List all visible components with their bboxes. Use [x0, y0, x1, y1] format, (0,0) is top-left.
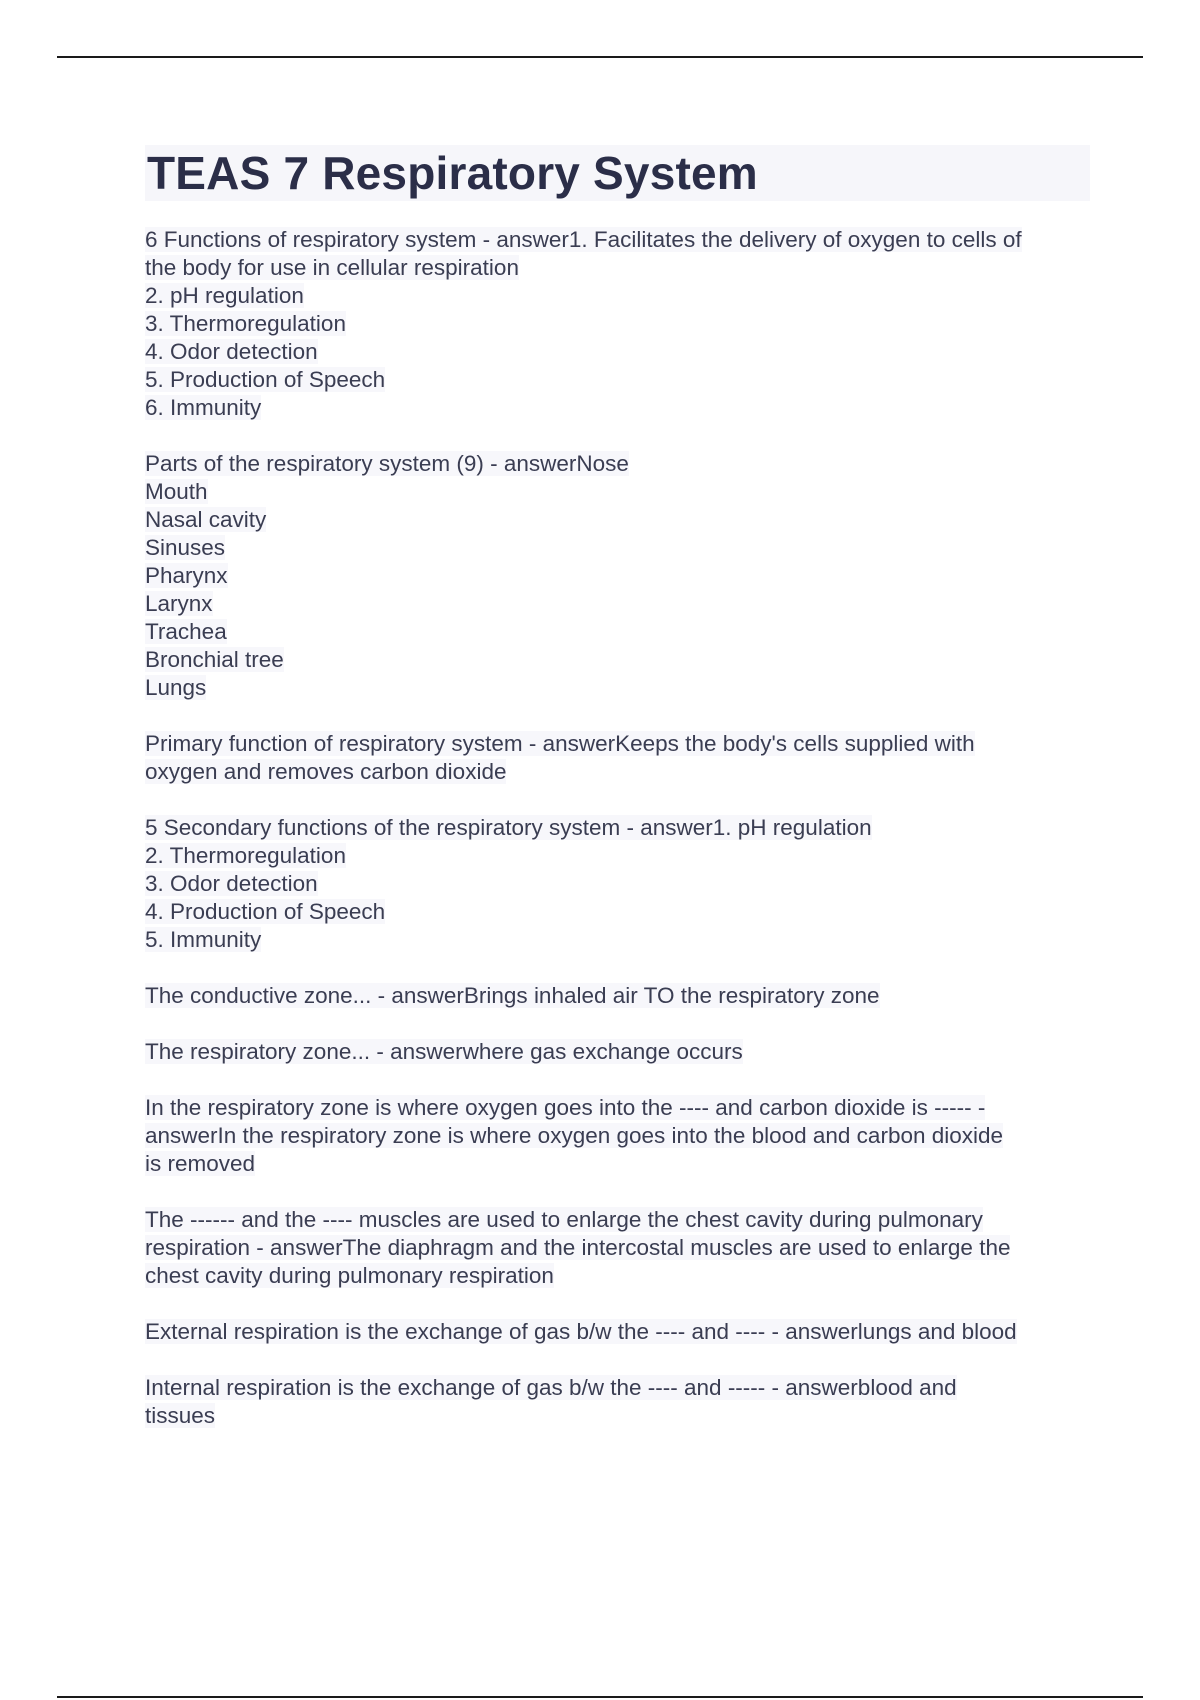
entry-line: [145, 1234, 1090, 1262]
entry-line: [145, 450, 1090, 478]
entry-line-text: In the respiratory zone is where oxygen goes into the ---- and carbon dioxide is ----- -: [145, 1095, 986, 1120]
entry-line-text: answerIn the respiratory zone is where oxygen goes into the blood and carbon dioxide: [145, 1123, 1004, 1148]
entry-line: [145, 1318, 1090, 1346]
entry-line-text: Mouth: [145, 479, 208, 504]
entry-line-text: 2. pH regulation: [145, 283, 304, 308]
entry-line: [145, 254, 1090, 282]
flashcard-entry: [145, 982, 1090, 1010]
entry-line: [145, 674, 1090, 702]
entry-line-text: The respiratory zone... - answerwhere gas exchange occurs: [145, 1039, 743, 1064]
entry-line-text: 2. Thermoregulation: [145, 843, 346, 868]
entry-line: [145, 1038, 1090, 1066]
entry-line-text: The conductive zone... - answerBrings inhaled air TO the respiratory zone: [145, 983, 880, 1008]
entry-line: [145, 898, 1090, 926]
entry-line-text: 6. Immunity: [145, 395, 262, 420]
entry-line: [145, 926, 1090, 954]
flashcard-entry: [145, 450, 1090, 702]
flashcard-entry: [145, 730, 1090, 786]
entry-line: [145, 870, 1090, 898]
entry-line: [145, 1262, 1090, 1290]
entry-line: [145, 590, 1090, 618]
entry-line: [145, 814, 1090, 842]
flashcard-entry: [145, 814, 1090, 954]
document-title: TEAS 7 Respiratory System: [145, 145, 1090, 201]
entry-line: [145, 646, 1090, 674]
entry-line-text: respiration - answerThe diaphragm and the intercostal muscles are used to enlarge the: [145, 1235, 1011, 1260]
flashcard-list: [145, 226, 1090, 1430]
entry-line: [145, 758, 1090, 786]
entry-line-text: 6 Functions of respiratory system - answer1. Facilitates the delivery of oxygen to cells of: [145, 227, 1022, 252]
entry-line: [145, 282, 1090, 310]
entry-line-text: The ------ and the ---- muscles are used to enlarge the chest cavity during pulmonary: [145, 1207, 983, 1232]
entry-line: [145, 842, 1090, 870]
bottom-rule: [57, 1696, 1143, 1698]
flashcard-entry: [145, 226, 1090, 422]
entry-line: [145, 1402, 1090, 1430]
flashcard-entry: [145, 1206, 1090, 1290]
entry-line-text: 3. Odor detection: [145, 871, 318, 896]
entry-line: [145, 1094, 1090, 1122]
entry-line-text: the body for use in cellular respiration: [145, 255, 519, 280]
entry-line: [145, 226, 1090, 254]
entry-line-text: chest cavity during pulmonary respiration: [145, 1263, 554, 1288]
entry-line-text: Nasal cavity: [145, 507, 267, 532]
document-body: [145, 145, 1090, 1458]
entry-line-text: 5. Production of Speech: [145, 367, 386, 392]
entry-line-text: tissues: [145, 1403, 216, 1428]
entry-line: [145, 338, 1090, 366]
flashcard-entry: [145, 1374, 1090, 1430]
entry-line-text: Bronchial tree: [145, 647, 284, 672]
entry-line-text: Lungs: [145, 675, 207, 700]
entry-line-text: oxygen and removes carbon dioxide: [145, 759, 507, 784]
entry-line-text: External respiration is the exchange of gas b/w the ---- and ---- - answerlungs and blood: [145, 1319, 1017, 1344]
entry-line-text: 3. Thermoregulation: [145, 311, 346, 336]
flashcard-entry: [145, 1094, 1090, 1178]
entry-line: [145, 562, 1090, 590]
flashcard-entry: [145, 1038, 1090, 1066]
entry-line-text: 4. Production of Speech: [145, 899, 386, 924]
entry-line-text: Primary function of respiratory system - answerKeeps the body's cells supplied with: [145, 731, 975, 756]
entry-line: [145, 618, 1090, 646]
entry-line: [145, 1122, 1090, 1150]
entry-line: [145, 1150, 1090, 1178]
entry-line: [145, 1374, 1090, 1402]
entry-line-text: Parts of the respiratory system (9) - answerNose: [145, 451, 629, 476]
entry-line: [145, 310, 1090, 338]
entry-line-text: Sinuses: [145, 535, 226, 560]
entry-line: [145, 534, 1090, 562]
entry-line-text: Pharynx: [145, 563, 228, 588]
entry-line-text: 4. Odor detection: [145, 339, 318, 364]
entry-line-text: is removed: [145, 1151, 256, 1176]
entry-line-text: 5. Immunity: [145, 927, 262, 952]
entry-line: [145, 1206, 1090, 1234]
entry-line: [145, 366, 1090, 394]
entry-line-text: 5 Secondary functions of the respiratory system - answer1. pH regulation: [145, 815, 872, 840]
entry-line: [145, 394, 1090, 422]
entry-line: [145, 506, 1090, 534]
entry-line-text: Internal respiration is the exchange of gas b/w the ---- and ----- - answerblood and: [145, 1375, 957, 1400]
top-rule: [57, 56, 1143, 58]
entry-line: [145, 730, 1090, 758]
entry-line-text: Trachea: [145, 619, 227, 644]
entry-line-text: Larynx: [145, 591, 213, 616]
entry-line: [145, 982, 1090, 1010]
entry-line: [145, 478, 1090, 506]
flashcard-entry: [145, 1318, 1090, 1346]
